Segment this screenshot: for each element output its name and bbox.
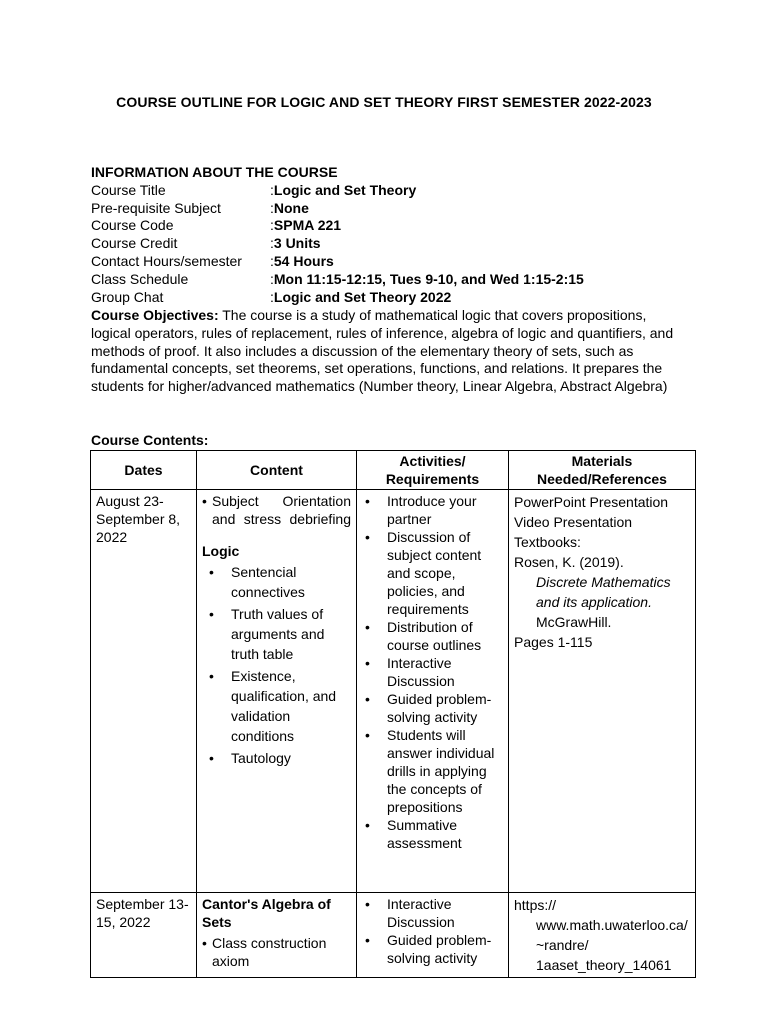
content-cell (197, 893, 357, 978)
list-item: • Truth values of arguments and truth table (202, 604, 351, 664)
info-separator: : (270, 217, 274, 234)
textbook-publisher: McGrawHill. (536, 614, 612, 630)
info-label: Course Credit (91, 235, 178, 252)
table-header-row (91, 451, 696, 490)
list-item: • Guided problem-solving activity (362, 931, 503, 967)
header-materials: Materials Needed/References (509, 451, 696, 490)
info-row-credit (91, 235, 671, 253)
textbook-title: Discrete Mathematics and its application. (536, 574, 671, 610)
objectives-text: The course is a study of mathematical logic that covers propositions, logical operators, rules of replacement, rules of inference, algebra of logic and quantifiers, and methods of proof. It also includes a discussion of the elementary theory of sets, such as fundamental concepts, set theorems, set operations, functions, and relations. It prepares the students for higher/advanced mathematics (Number theory, Linear Algebra, Abstract Algebra) (91, 307, 674, 395)
header-dates: Dates (91, 451, 197, 490)
info-row-schedule (91, 271, 671, 289)
info-row-title (91, 182, 671, 200)
info-separator: : (270, 270, 274, 287)
list-item: • Tautology (202, 748, 351, 768)
material-line: https:// (514, 897, 557, 913)
material-line: Video Presentation (514, 514, 633, 530)
info-row-group-chat (91, 289, 671, 307)
info-label: Contact Hours/semester (91, 252, 242, 269)
header-activities: Activities/ Requirements (357, 451, 509, 490)
info-value: Mon 11:15-12:15, Tues 9-10, and Wed 1:15-2:15 (273, 270, 584, 287)
list-item (202, 934, 351, 970)
page-title: COURSE OUTLINE FOR LOGIC AND SET THEORY FIRST SEMESTER 2022-2023 (116, 94, 652, 110)
activities-list (362, 492, 503, 852)
materials-cell (509, 893, 696, 978)
info-separator: : (270, 235, 274, 252)
dates-cell: August 23-September 8, 2022 (91, 490, 197, 893)
info-label: Group Chat (91, 288, 164, 305)
header-content: Content (197, 451, 357, 490)
info-row-hours (91, 253, 671, 271)
list-item: • Existence, qualification, and validation conditions (202, 666, 351, 746)
dates-cell: September 13-15, 2022 (91, 893, 197, 978)
info-separator: : (270, 288, 274, 305)
activities-cell (357, 490, 509, 893)
info-value: None (273, 199, 309, 216)
table-row (91, 893, 696, 978)
info-row-code (91, 217, 671, 235)
list-item: • Interactive Discussion (362, 654, 503, 690)
content-cell (197, 490, 357, 893)
info-value: 54 Hours (273, 252, 334, 269)
info-value: SPMA 221 (273, 217, 342, 234)
info-separator: : (270, 181, 274, 198)
reference-link-end: 1aaset_theory_14061 (536, 957, 672, 973)
info-label: Class Schedule (91, 270, 189, 287)
bullet-icon: • (202, 493, 207, 509)
material-pages: Pages 1-115 (514, 634, 593, 650)
list-item: • Guided problem-solving activity (362, 690, 503, 726)
course-contents-table (90, 450, 696, 978)
table-row (91, 490, 696, 893)
activities-list (362, 895, 503, 967)
info-separator: : (270, 252, 274, 269)
info-value: 3 Units (273, 235, 321, 252)
info-label: Pre-requisite Subject (91, 199, 221, 216)
bullet-icon: • (202, 935, 207, 951)
material-line: Rosen, K. (2019). (514, 554, 624, 570)
list-item-text: Class construction axiom (212, 935, 327, 969)
list-item: • Sentencial connectives (202, 562, 351, 602)
list-item: • Summative assessment (362, 816, 503, 852)
list-item: • Distribution of course outlines (362, 618, 503, 654)
list-item: • Students will answer individual drills in applying the concepts of prepositions (362, 726, 503, 816)
content-heading: Cantor's Algebra of Sets (202, 896, 331, 930)
list-item: • Introduce your partner (362, 492, 503, 528)
info-value: Logic and Set Theory (273, 181, 417, 198)
material-line: PowerPoint Presentation (514, 494, 669, 510)
content-list (202, 562, 351, 768)
reference-link[interactable]: www.math.uwaterloo.ca/~randre/ (536, 917, 688, 953)
activities-cell (357, 893, 509, 978)
info-label: Course Code (91, 217, 174, 234)
list-item-text: Subject Orientation and stress debriefing (212, 493, 351, 527)
course-contents-label: Course Contents: (91, 432, 209, 448)
list-item (202, 492, 351, 528)
objectives-label: Course Objectives: (91, 307, 219, 323)
course-objectives (91, 307, 675, 396)
list-item: • Discussion of subject content and scope, policies, and requirements (362, 528, 503, 618)
list-item: • Interactive Discussion (362, 895, 503, 931)
material-line: Textbooks: (514, 534, 581, 550)
content-heading: Logic (202, 543, 240, 559)
info-separator: : (270, 199, 274, 216)
info-row-prerequisite (91, 200, 671, 218)
course-info (91, 164, 671, 306)
info-heading: INFORMATION ABOUT THE COURSE (91, 164, 338, 180)
materials-cell (509, 490, 696, 893)
info-value: Logic and Set Theory 2022 (273, 288, 452, 305)
info-label: Course Title (91, 181, 166, 198)
